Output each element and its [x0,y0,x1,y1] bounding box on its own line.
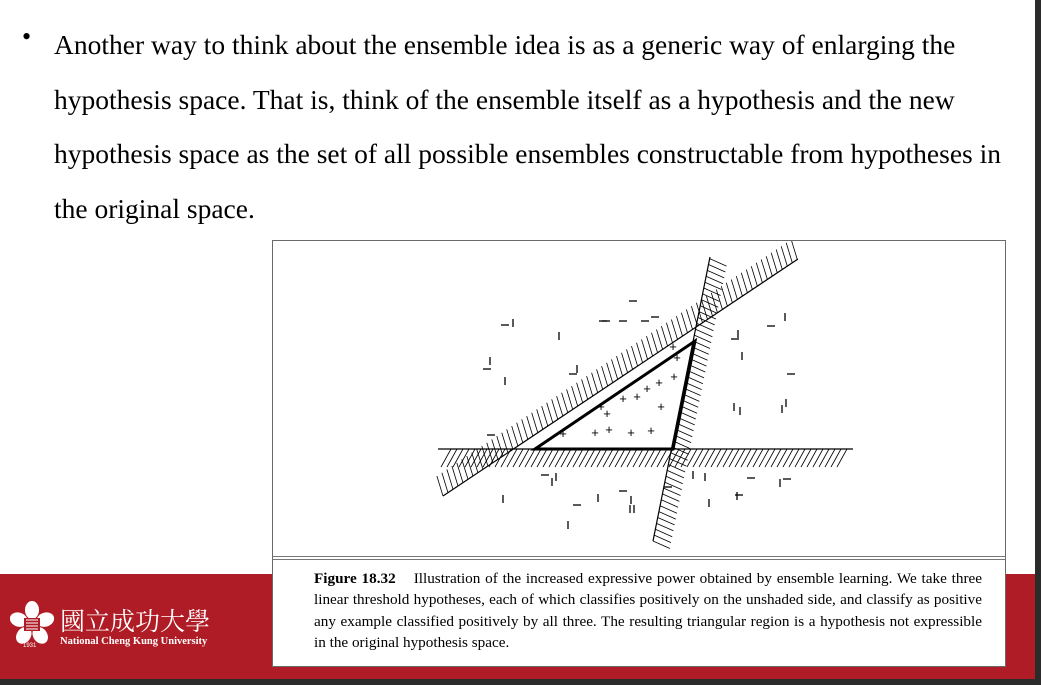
positive-example: + [655,375,663,390]
hatch-mark [572,386,578,406]
hatch-mark [532,413,538,433]
hatch-mark [813,449,823,467]
bullet-dot-icon: • [22,22,32,51]
hatch-mark [721,286,727,306]
hatch-mark [607,363,613,383]
hatch-mark [527,416,533,436]
hatch-mark [567,389,573,409]
hatch-mark [660,506,677,514]
hatch-mark [801,449,811,467]
hatch-mark [761,260,767,280]
hatch-mark [741,273,747,293]
hatch-mark [453,449,463,467]
hatch-mark [687,449,697,467]
hatch-mark [717,449,727,467]
hatch-mark [710,259,727,267]
hatch-mark [657,523,674,530]
hatch-mark [552,399,558,419]
hatch-mark [676,316,682,336]
hatch-mark [639,449,649,467]
hatch-mark [513,449,523,467]
hatch-mark [705,282,722,289]
hatch-mark [561,449,571,467]
hatch-mark [723,449,733,467]
positive-example: + [603,406,611,421]
hatch-mark [597,449,607,467]
hatch-mark [542,406,548,426]
figure-separator [273,559,1005,560]
hatch-mark [612,359,618,379]
hatch-mark [671,320,677,340]
logo-chinese-name: 國立成功大學 [60,607,211,636]
positive-example: + [670,369,678,384]
hatch-mark [462,459,468,479]
hatch-mark [573,449,583,467]
hatch-mark [662,494,679,502]
hatch-mark [587,376,593,396]
hatch-mark [736,276,742,296]
hatch-mark [667,470,684,478]
hatch-mark [771,253,777,273]
hatch-mark [706,296,712,316]
hatch-mark [531,449,541,467]
hatch-mark [711,449,721,467]
hatch-mark [609,449,619,467]
hatch-mark [661,326,667,346]
hatch-mark [747,449,757,467]
hatch-mark [655,529,672,537]
hatch-mark [522,419,528,439]
positive-example: + [673,350,681,365]
hatch-mark [766,256,772,276]
university-logo [10,598,210,658]
hatch-mark [825,449,835,467]
hatch-mark [487,443,493,463]
hatch-mark [657,330,663,350]
hatch-mark [705,449,715,467]
hatch-mark [592,373,598,393]
hatch-mark [617,356,623,376]
hatch-mark [777,449,787,467]
hatch-mark [627,349,633,369]
hatch-mark [696,329,713,337]
bullet-text: Another way to think about the ensemble idea is as a generic way of enlarging the hypothesis space. That is, think of the ensemble itself as a hypothesis and the new hypothesis space as the set of all possible ensembles constructable from hypotheses in the original space. [54,29,1002,224]
hatch-mark [657,449,667,467]
hatch-mark [664,488,681,495]
hatch-mark [637,343,643,363]
hatch-mark [447,449,457,467]
hatch-mark [771,449,781,467]
hatch-mark [647,336,653,356]
hatch-mark [615,449,625,467]
hatch-mark [567,449,577,467]
positive-example: + [643,381,651,396]
hatch-mark [512,426,518,446]
hatch-mark [741,449,751,467]
hatch-mark [783,449,793,467]
hatch-mark [602,366,608,386]
hatch-mark [543,449,553,467]
hatch-mark [632,346,638,366]
hatch-mark [622,353,628,373]
hatch-mark [703,294,720,302]
hatch-mark [819,449,829,467]
hatch-mark [549,449,559,467]
hatch-mark [562,393,568,413]
hatch-mark [659,512,676,519]
hatch-mark [789,449,799,467]
hatch-mark [681,313,687,333]
hatch-mark [653,541,670,549]
figure-caption [314,568,982,654]
hatch-mark [807,449,817,467]
hatch-mark [651,449,661,467]
hatch-mark [776,250,782,270]
hatch-mark [837,449,847,467]
hatch-mark [603,449,613,467]
hatch-mark [786,243,792,263]
hatch-mark [507,429,513,449]
positive-example: + [559,426,567,441]
hatch-mark [642,339,648,359]
hatch-mark [668,465,685,473]
logo-english-name: National Cheng Kung University [60,636,208,647]
ensemble-diagram [273,241,1005,553]
hatch-mark [791,241,797,260]
positive-example: + [591,425,599,440]
hatch-mark [735,449,745,467]
hatch-mark [525,449,535,467]
window-edge [0,679,1041,685]
window-edge [1035,0,1041,685]
hatch-mark [517,423,523,443]
hatch-mark [765,449,775,467]
hatch-mark [709,265,726,273]
hatch-mark [633,449,643,467]
hatch-mark [686,310,692,330]
hatch-mark [751,266,757,286]
hatch-mark [654,535,671,543]
hatch-mark [661,500,678,508]
figure-caption-text: Illustration of the increased expressive power obtained by ensemble learning. We take three linear threshold hypotheses, each of which classifies positively on the unshaded side, and classify as positive any example classified positively by all three. The resulting triangular region is a hypothesis not expressible in the original hypothesis space. [314,570,982,652]
hatch-mark [519,449,529,467]
hatch-mark [729,449,739,467]
hatch-mark [577,383,583,403]
positive-example: + [633,389,641,404]
hatch-mark [447,469,453,489]
hatch-mark [666,476,683,484]
hatch-mark [707,270,724,278]
positive-example: + [657,399,665,414]
hatch-mark [557,396,563,416]
hatch-mark [441,449,451,467]
hatch-mark [537,409,543,429]
hatch-mark [547,403,553,423]
hatch-mark [711,293,717,313]
hatch-mark [591,449,601,467]
positive-example: + [605,422,613,437]
hatch-mark [756,263,762,283]
hatch-mark [582,379,588,399]
logo-year: 1931 [23,643,37,649]
hatch-mark [652,333,658,353]
hatch-mark [759,449,769,467]
positive-example: + [647,423,655,438]
figure-label: Figure 18.32 [314,570,396,587]
hatch-mark [731,280,737,300]
hatch-mark [597,369,603,389]
figure-box [272,240,1006,667]
positive-example: + [627,425,635,440]
positive-example: + [597,399,605,414]
positive-example: + [669,339,677,354]
hatch-mark [645,449,655,467]
hatch-mark [693,449,703,467]
hatch-mark [658,518,675,525]
hatch-mark [585,449,595,467]
hatch-mark [665,482,682,489]
hatch-mark [700,306,717,314]
positive-example: + [619,391,627,406]
figure-separator [273,556,1005,557]
hatch-mark [795,449,805,467]
hatch-mark [452,466,458,486]
hatch-mark [621,449,631,467]
hatch-mark [753,449,763,467]
hatch-mark [442,473,448,493]
hatch-mark [627,449,637,467]
hatch-mark [537,449,547,467]
hatch-mark [579,449,589,467]
hatch-mark [706,276,723,283]
hatch-mark [781,246,787,266]
hatch-mark [699,449,709,467]
hatch-mark [555,449,565,467]
hatch-mark [726,283,732,303]
hatch-mark [497,436,503,456]
hatch-mark [831,449,841,467]
hatch-mark [437,476,443,496]
hatch-mark [746,270,752,290]
